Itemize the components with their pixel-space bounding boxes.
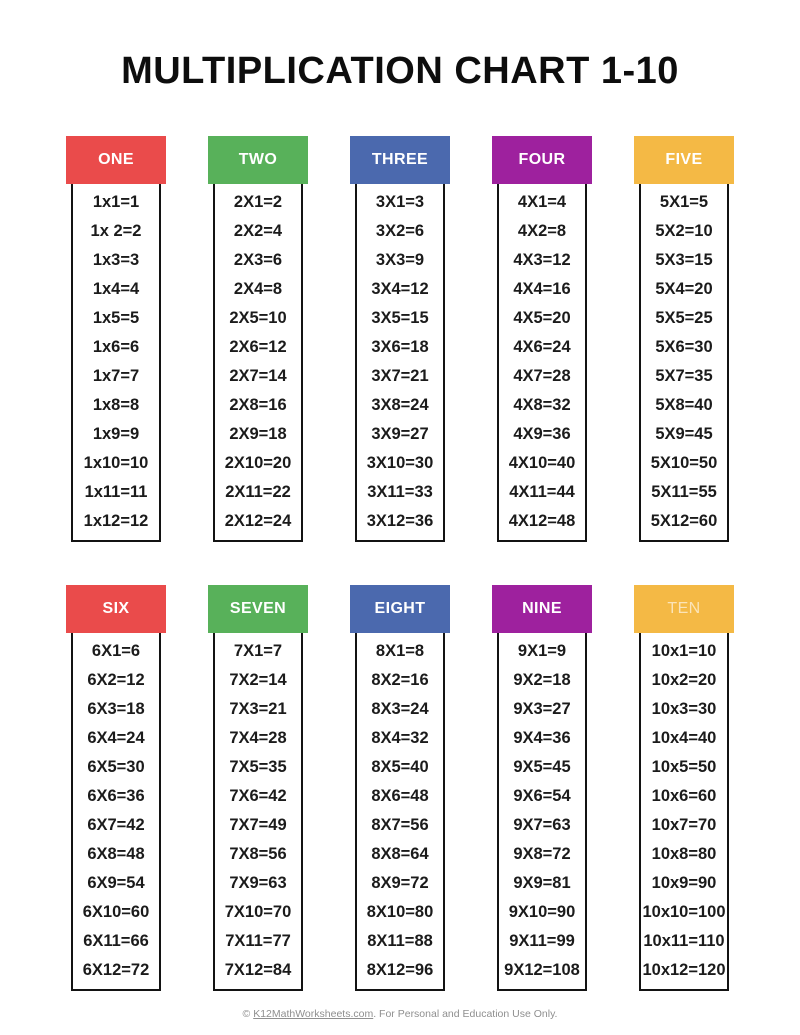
column-header: [634, 585, 734, 633]
multiplication-fact: 1x9=9: [92, 425, 140, 443]
multiplication-fact: 5X2=10: [655, 222, 713, 240]
multiplication-fact: 7X12=84: [224, 961, 292, 979]
multiplication-fact: 9X8=72: [513, 845, 571, 863]
multiplication-fact: 1x3=3: [92, 251, 140, 269]
column-header: [492, 136, 592, 184]
multiplication-fact: 10x5=50: [651, 758, 717, 776]
column-header-label: SIX: [102, 600, 130, 617]
column-header: [66, 136, 166, 184]
multiplication-fact: 1x6=6: [92, 338, 140, 356]
multiplication-fact: 8X11=88: [367, 932, 433, 950]
multiplication-fact: 10x6=60: [651, 787, 717, 805]
multiplication-fact: 6X9=54: [87, 874, 145, 892]
footer-copyright-prefix: ©: [242, 1008, 254, 1020]
multiplication-fact: 3X8=24: [371, 396, 429, 414]
multiplication-fact: 7X1=7: [233, 642, 283, 660]
times-table-three: [350, 136, 450, 542]
multiplication-fact: 7X5=35: [229, 758, 287, 776]
multiplication-fact: 3X1=3: [375, 193, 425, 211]
multiplication-fact: 3X4=12: [371, 280, 429, 298]
multiplication-fact: 5X10=50: [650, 454, 718, 472]
column-header: [350, 136, 450, 184]
multiplication-fact: 4X12=48: [508, 512, 576, 530]
times-table-ten: [634, 585, 734, 991]
multiplication-fact: 1x12=12: [83, 512, 149, 530]
column-header-label: FOUR: [518, 151, 566, 168]
multiplication-fact: 8X8=64: [371, 845, 429, 863]
multiplication-fact: 5X5=25: [655, 309, 713, 327]
multiplication-fact: 8X7=56: [371, 816, 429, 834]
multiplication-fact: 1x4=4: [92, 280, 140, 298]
multiplication-fact: 8X6=48: [371, 787, 429, 805]
multiplication-fact: 9X12=108: [504, 961, 580, 979]
multiplication-fact: 2X2=4: [233, 222, 283, 240]
multiplication-fact: 5X7=35: [655, 367, 713, 385]
multiplication-fact: 4X5=20: [513, 309, 571, 327]
multiplication-fact: 7X9=63: [229, 874, 287, 892]
column-body: [71, 184, 161, 542]
footer-link[interactable]: K12MathWorksheets.com: [253, 1008, 374, 1020]
multiplication-fact: 9X11=99: [509, 932, 575, 950]
multiplication-fact: 5X9=45: [655, 425, 713, 443]
multiplication-fact: 7X6=42: [229, 787, 287, 805]
multiplication-fact: 9X1=9: [517, 642, 567, 660]
multiplication-fact: 6X7=42: [87, 816, 145, 834]
multiplication-fact: 3X11=33: [367, 483, 433, 501]
times-table-five: [634, 136, 734, 542]
column-header: [208, 585, 308, 633]
multiplication-fact: 6X4=24: [87, 729, 145, 747]
column-body: [639, 633, 729, 991]
multiplication-fact: 4X8=32: [513, 396, 571, 414]
multiplication-fact: 2X11=22: [225, 483, 291, 501]
multiplication-fact: 2X9=18: [229, 425, 287, 443]
column-body: [639, 184, 729, 542]
multiplication-fact: 4X11=44: [509, 483, 575, 501]
column-header-label: TWO: [238, 151, 278, 168]
multiplication-fact: 4X2=8: [517, 222, 567, 240]
multiplication-fact: 1x7=7: [92, 367, 140, 385]
column-header: [208, 136, 308, 184]
multiplication-fact: 6X2=12: [87, 671, 145, 689]
multiplication-fact: 6X8=48: [87, 845, 145, 863]
multiplication-fact: 10x1=10: [651, 642, 717, 660]
multiplication-fact: 5X4=20: [655, 280, 713, 298]
multiplication-fact: 2X3=6: [233, 251, 283, 269]
times-table-two: [208, 136, 308, 542]
multiplication-fact: 6X6=36: [87, 787, 145, 805]
multiplication-fact: 8X2=16: [371, 671, 429, 689]
multiplication-fact: 9X6=54: [513, 787, 571, 805]
multiplication-fact: 9X3=27: [513, 700, 571, 718]
multiplication-fact: 8X5=40: [371, 758, 429, 776]
multiplication-fact: 9X10=90: [508, 903, 576, 921]
multiplication-fact: 10x11=110: [643, 932, 725, 950]
multiplication-fact: 10x12=120: [642, 961, 726, 979]
times-table-nine: [492, 585, 592, 991]
multiplication-fact: 1x5=5: [92, 309, 140, 327]
footer: [0, 1008, 800, 1020]
multiplication-fact: 3X10=30: [366, 454, 434, 472]
multiplication-fact: 7X4=28: [229, 729, 287, 747]
column-header-label: EIGHT: [374, 600, 426, 617]
multiplication-fact: 6X3=18: [87, 700, 145, 718]
column-body: [355, 184, 445, 542]
multiplication-fact: 4X1=4: [517, 193, 567, 211]
tables-row-bottom: [0, 585, 800, 991]
multiplication-fact: 2X6=12: [229, 338, 287, 356]
multiplication-fact: 6X1=6: [91, 642, 141, 660]
multiplication-fact: 6X12=72: [82, 961, 150, 979]
multiplication-fact: 5X3=15: [655, 251, 713, 269]
multiplication-fact: 8X9=72: [371, 874, 429, 892]
multiplication-fact: 2X7=14: [229, 367, 287, 385]
column-header-label: SEVEN: [229, 600, 287, 617]
tables-row-top: [0, 136, 800, 542]
multiplication-fact: 2X5=10: [229, 309, 287, 327]
multiplication-fact: 7X10=70: [224, 903, 292, 921]
multiplication-fact: 9X4=36: [513, 729, 571, 747]
times-table-six: [66, 585, 166, 991]
multiplication-fact: 3X5=15: [371, 309, 429, 327]
times-table-seven: [208, 585, 308, 991]
column-header: [634, 136, 734, 184]
column-body: [213, 633, 303, 991]
column-header-label: THREE: [371, 151, 429, 168]
multiplication-fact: 4X7=28: [513, 367, 571, 385]
multiplication-fact: 2X8=16: [229, 396, 287, 414]
multiplication-fact: 8X3=24: [371, 700, 429, 718]
multiplication-fact: 8X10=80: [366, 903, 434, 921]
multiplication-fact: 10x9=90: [651, 874, 717, 892]
multiplication-fact: 8X4=32: [371, 729, 429, 747]
multiplication-fact: 7X8=56: [229, 845, 287, 863]
multiplication-fact: 5X12=60: [650, 512, 718, 530]
multiplication-fact: 4X4=16: [513, 280, 571, 298]
multiplication-fact: 7X3=21: [229, 700, 287, 718]
multiplication-fact: 5X6=30: [655, 338, 713, 356]
multiplication-fact: 2X4=8: [233, 280, 283, 298]
multiplication-fact: 2X12=24: [224, 512, 292, 530]
column-body: [497, 184, 587, 542]
multiplication-fact: 10x2=20: [651, 671, 717, 689]
multiplication-fact: 10x3=30: [651, 700, 717, 718]
multiplication-fact: 6X10=60: [82, 903, 150, 921]
multiplication-fact: 7X2=14: [229, 671, 287, 689]
column-header: [350, 585, 450, 633]
column-body: [71, 633, 161, 991]
multiplication-fact: 9X7=63: [513, 816, 571, 834]
multiplication-fact: 1x8=8: [92, 396, 140, 414]
column-header: [66, 585, 166, 633]
multiplication-fact: 10x10=100: [642, 903, 726, 921]
multiplication-fact: 8X12=96: [366, 961, 434, 979]
multiplication-fact: 6X11=66: [83, 932, 149, 950]
column-body: [213, 184, 303, 542]
multiplication-fact: 10x4=40: [651, 729, 717, 747]
times-table-four: [492, 136, 592, 542]
multiplication-fact: 4X10=40: [508, 454, 576, 472]
column-header-label: NINE: [522, 600, 562, 617]
multiplication-fact: 9X5=45: [513, 758, 571, 776]
multiplication-fact: 7X7=49: [229, 816, 287, 834]
multiplication-fact: 10x8=80: [651, 845, 717, 863]
times-table-one: [66, 136, 166, 542]
column-body: [497, 633, 587, 991]
multiplication-fact: 5X8=40: [655, 396, 713, 414]
multiplication-fact: 2X10=20: [224, 454, 292, 472]
multiplication-fact: 9X9=81: [513, 874, 571, 892]
multiplication-fact: 7X11=77: [225, 932, 291, 950]
multiplication-fact: 4X6=24: [513, 338, 571, 356]
multiplication-fact: 1x 2=2: [90, 222, 142, 240]
multiplication-fact: 1x11=11: [84, 483, 148, 501]
column-header-label: TEN: [667, 600, 701, 617]
multiplication-fact: 4X3=12: [513, 251, 571, 269]
column-header: [492, 585, 592, 633]
column-header-label: FIVE: [665, 151, 703, 168]
multiplication-fact: 9X2=18: [513, 671, 571, 689]
footer-usage-note: . For Personal and Education Use Only.: [373, 1008, 558, 1020]
times-table-eight: [350, 585, 450, 991]
multiplication-fact: 3X9=27: [371, 425, 429, 443]
multiplication-fact: 6X5=30: [87, 758, 145, 776]
multiplication-fact: 3X3=9: [375, 251, 425, 269]
multiplication-fact: 3X2=6: [375, 222, 425, 240]
multiplication-fact: 5X1=5: [659, 193, 709, 211]
multiplication-fact: 3X6=18: [371, 338, 429, 356]
page-title: MULTIPLICATION CHART 1-10: [121, 50, 679, 92]
multiplication-fact: 2X1=2: [233, 193, 283, 211]
multiplication-fact: 8X1=8: [375, 642, 425, 660]
multiplication-fact: 3X12=36: [366, 512, 434, 530]
multiplication-fact: 5X11=55: [651, 483, 717, 501]
column-header-label: ONE: [98, 151, 134, 168]
multiplication-fact: 3X7=21: [371, 367, 429, 385]
multiplication-fact: 1x1=1: [92, 193, 140, 211]
multiplication-fact: 1x10=10: [83, 454, 149, 472]
column-body: [355, 633, 445, 991]
multiplication-fact: 4X9=36: [513, 425, 571, 443]
multiplication-fact: 10x7=70: [651, 816, 717, 834]
